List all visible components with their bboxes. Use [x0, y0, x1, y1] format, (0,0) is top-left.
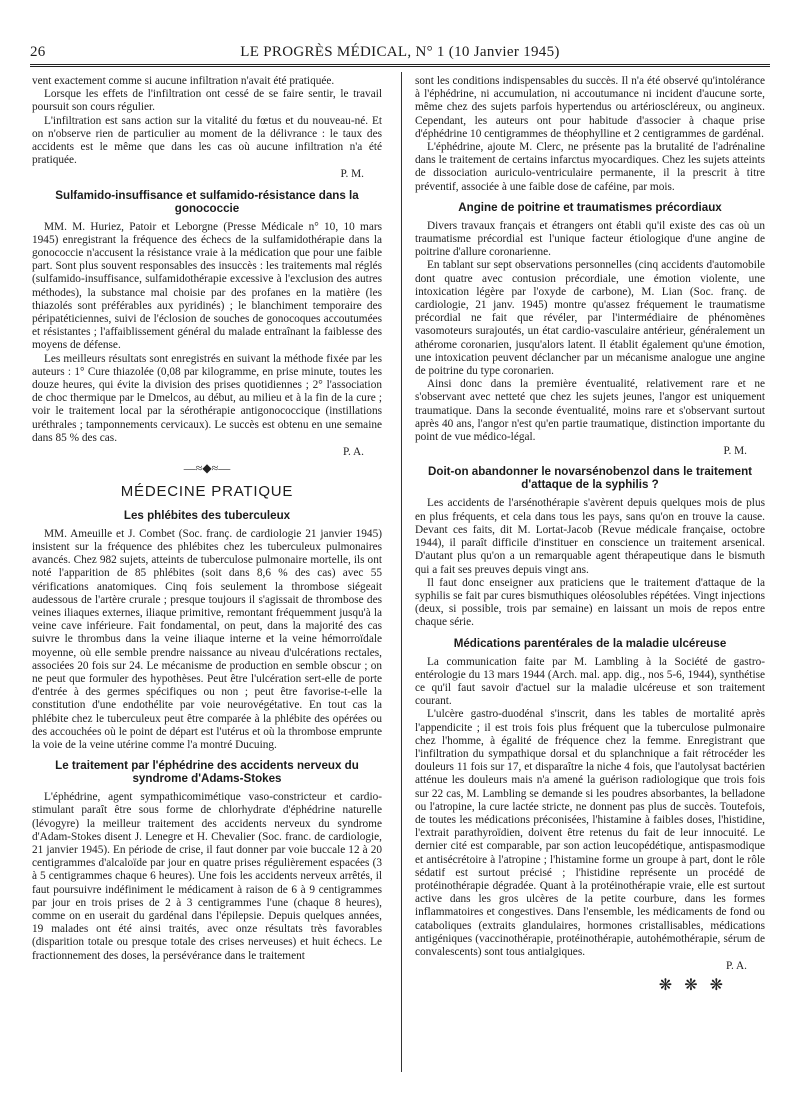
author-signature: P. M.: [340, 168, 364, 181]
right-column: [415, 75, 765, 993]
page-header: [30, 40, 770, 62]
paragraph: L'infiltration est sans action sur la vitalité du fœtus et du nouveau-né. Et on n'observe rien de particulier au moment de la délivrance : le taux des accidents est le même que dans les cas où aucune infiltration n'a été pratiquée.: [32, 114, 382, 167]
paragraph: MM. M. Huriez, Patoir et Leborgne (Presse Médicale n° 10, 10 mars 1945) enregistrant la fréquence des échecs de la sulfamidothérapie dans la gonococcie n'accusent la résistance vraie à la médication que pour une faible part. Sont plus souvent responsables des insuccès : les traitements mal réglés (sulfamido-insuffisance, sulfamidothérapie excessive à l'exclusion des autres méthodes), la substance mal choisie par des profanes en la matière (les thiazolés sont préférables aux pyridinés) ; le blanchiment temporaire des péripatéticiennes, suivi de l'éclosion de souches de gonocoques accoutumées et résistantes ; l'affaiblissement général du malade entraînant la faiblesse des moyens de défense.: [32, 220, 382, 352]
paragraph: sont les conditions indispensables du succès. Il n'a été observé qu'intolérance à l'éphédrine, ni accumulation, ni accoutumance ni incident d'aucune sorte, même chez des sujets parfois hypertendus ou artérioscléreux, ou angineux. Cependant, les auteurs ont pour habitude d'associer à chaque prise d'éphédrine 10 centigrammes de théophylline et 2 centigrammes de gardénal.: [415, 75, 765, 140]
paragraph: En tablant sur sept observations personnelles (cinq accidents d'automobile dont quatre avec contusion précordiale, une émotion violente, une intoxication légère par l'oxyde de carbone), M. Lian (Soc. franç. de cardiologie, 21 janv. 1945) montre qu'assez fréquement le traumatisme précordial ne fait que révéler, par l'intermédiaire de phénomènes vasomoteurs surajoutés, un état cardio-vasculaire antérieur, généralement un athérome coronarien, jusqu'alors latent. Il établit également qu'une émotion, une intoxication peuvent déclancher par un mécanisme analogue une angine de poitrine du type coronarien.: [415, 259, 765, 378]
author-signature: P. A.: [725, 960, 747, 973]
paragraph: Divers travaux français et étrangers ont établi qu'il existe des cas où un traumatisme précordial est l'unique facteur étiologique d'une angine de poitrine d'allure coronarienne.: [415, 219, 765, 259]
paragraph: Les meilleurs résultats sont enregistrés en suivant la méthode fixée par les auteurs : 1° Cure thiazolée (0,08 par kilogramme, en prise minute, toutes les douze heures, qui évite la division des prises quotidiennes ; 2° l'association de choc thermique par le Dmelcos, au début, au milieu et à la fin de la cure ; voir le traitement local par la sérothérapie antigonococcique (instillations uréthrales ; tamponnements cervicaux). Le succès est obtenu en une semaine dans 85 % des cas.: [32, 352, 382, 444]
article-heading-ulcereuse: Médications parentérales de la maladie ulcéreuse: [453, 636, 727, 650]
paragraph: L'éphédrine, agent sympathicomimétique vaso-constricteur et cardio-stimulant paraît être sous forme de chlorhydrate d'éphédrine naturelle (lévogyre) la meilleur traitement des accidents nerveux du syndrome d'Adam-Stokes disent J. Lenegre et H. Chevalier (Soc. franc. de cardiologie, 21 janvier 1945). En période de crise, il faut donner par voie buccale 12 à 20 centigrammes d'alcaloïde par jour en quatre prises régulièrement espacées (3 à 5 centigrammes chaque 6 heures). Une fois les accidents nerveux arrêtés, il faut poursuivre indéfiniment le médicament à raison de 6 à 9 centigrammes par jour en trois prises de 2 à 3 centigrammes l'une (chaque 8 heures), comme on en userait du gardénal dans l'épilepsie. Depuis quelques années, 19 malades ont été ainsi traités, avec onze résultats très favorables (disparition totale ou presque totale des crises nerveuses) et huit échecs. Le fractionnement des doses, la persévérance dans le traitement: [32, 791, 382, 962]
article-heading-ephedrine: Le traitement par l'éphédrine des accidents nerveux du syndrome d'Adams-Stokes: [55, 759, 359, 786]
paragraph: La communication faite par M. Lambling à la Société de gastro-entérologie du 13 mars 1944 (Arch. mal. app. dig., nos 5-6, 1944), synthétise ce qu'il faut savoir d'actuel sur la maladie ulcéreuse et son traitement courant.: [415, 655, 765, 708]
fleuron-ornament: —≈◆≈—: [183, 461, 231, 476]
paragraph: Il faut donc enseigner aux praticiens que le traitement d'attaque de la syphilis se fait par cures bismuthiques oléosolubles répétées. Vingt injections (deux, si possible, trois par semaine) en laissant un mois de repos entre chaque série.: [415, 576, 765, 629]
page-number: 26: [30, 44, 46, 60]
article-heading-sulfamido: Sulfamido-insuffisance et sulfamido-résistance dans la gonococcie: [55, 188, 359, 215]
end-ornament: ❋❋❋: [658, 977, 735, 995]
paragraph: L'éphédrine, ajoute M. Clerc, ne présente pas la brutalité de l'adrénaline dans le traitement de certains infarctus myocardiques. Chez les sujets atteints de dissociation auriculo-ventriculaire permanente, il la prescrit à titre préventif, associée à une faible dose de caféine, par mois.: [415, 141, 765, 193]
article-heading-novarsenobenzol: Doit-on abandonner le novarsénobenzol dans le traitement d'attaque de la syphilis ?: [427, 465, 753, 492]
author-signature: P. M.: [723, 445, 747, 458]
article-heading-angine: Angine de poitrine et traumatismes précordiaux: [458, 200, 722, 214]
paragraph: MM. Ameuille et J. Combet (Soc. franç. de cardiologie 21 janvier 1945) insistent sur la fréquence des phlébites chez les tuberculeux pulmonaires avancés. Chez 982 sujets, atteints de tuberculose pulmonaire mortelle, ils ont noté l'apparition de 85 phlébites (soit dans 8,6 % des cas) avec 55 vérifications anatomiques. Cinq fois seulement la thrombose siégeait audessous de l'artère crurale ; presque toujours il s'agissait de thrombose des veines iliaques externes, iliaque primitive, remontant fréquemment jusqu'à la veine cave inférieure. Fait fondamental, on peut, dans la majorité des cas suivre le thrombus dans la veine iliaque interne et la veine hémorroïdale moyenne, où elle semble prendre naissance au niveau d'ulcérations rectales, associées 20 fois sur 24. Le mécanisme de production en semble obscur ; on ne peut que formuler des hypothèses. Peut être l'ulcération sert-elle de porte d'entrée à des germes spécifiques ou non ; peut être favorise-t-elle la constitution d'une endothélite par voie neurovégétative. En tout cas la phlébite chez le tuberculeux peut être comparée à la phlébite des opérées ou des accouchées où le point de départ est l'utérus et où la thrombose emprunte la voie de la veine utérine comme l'a montré Ducuing.: [32, 527, 382, 751]
article-heading-phlebites: Les phlébites des tuberculeux: [123, 508, 291, 522]
left-column: [32, 75, 382, 963]
paragraph: vent exactement comme si aucune infiltration n'avait été pratiquée.: [32, 75, 335, 87]
running-title: LE PROGRÈS MÉDICAL, N° 1 (10 Janvier 1945): [240, 44, 560, 60]
column-divider: [401, 72, 402, 1072]
paragraph: Ainsi donc dans la première éventualité, relativement rare et ne s'observant avec netteté que chez les sujets jeunes, l'angor est uniquement traumatique. Dans la seconde éventualité, moins rare et s'observant surtout après 40 ans, l'angor n'est qu'en partie traumatique, distinction importante du point de vue médico-légal.: [415, 378, 765, 444]
header-rule: [30, 64, 770, 67]
paragraph: Les accidents de l'arsénothérapie s'avèrent depuis quelques mois de plus en plus fréquents, et cela dans tous les pays, sans qu'on en trouve la cause. Devant ces faits, dit M. Lortat-Jacob (Revue médicale française, octobre 1944), il paraît difficile d'instituer en conscience un traitement arsenical. D'autant plus qu'on a un remarquable agent thérapeutique dans le bismuth qui a fait ses preuves depuis vingt ans.: [415, 497, 765, 576]
author-signature: P. A.: [342, 446, 364, 459]
paragraph: Lorsque les effets de l'infiltration ont cessé de se faire sentir, le travail poursuit son cours régulier.: [32, 88, 382, 114]
section-title: MÉDECINE PRATIQUE: [120, 483, 294, 501]
paragraph: L'ulcère gastro-duodénal s'inscrit, dans les tables de mortalité après l'appendicite ; il est trois fois plus fréquent que la tuberculose pulmonaire chez l'homme, à égalité de fréquence chez la femme. Enregistrant que l'infiltration du sympathique dorsal et du splanchnique a fait rétrocéder les douleurs 11 fois sur 17, et disparaître la niche 4 fois, que l'autolysat bactérien atténue les douleurs mais n'a amené la guérison radiologique que trois fois sur 22 cas, M. Lambling se demande si les poudres absorbantes, la belladone ou l'atropine, la cure lactée stricte, ne donnent pas plus de succès. Toutefois, de toutes les médications préconisées, l'histamine à faibles doses, l'histidine, l'extrait parathyroïdien, doivent être retenus du fait de leur innocuité. Le dernier cité est comparable, par son action leucopédétique, antispasmodique et antisécrétoire à l'atropine ; l'histamine forme un groupe à part, dont le rôle sédatif est surtout précisé ; l'histidine représente un procédé de protéinothérapie dégradée. Quant à la protéinothérapie vraie, elle est surtout active dans les gros ulcères de la petite courbure, dans les formes inflammatoires et congestives. Dans l'ensemble, les médicaments de fond ou cataboliques (extraits glandulaires, hormones cristallisables, médications antigéniques (vaccinothérapie, protéinothérapie, autohémothérapie, sérum de convalescents) sont tous antialgiques.: [415, 708, 765, 958]
